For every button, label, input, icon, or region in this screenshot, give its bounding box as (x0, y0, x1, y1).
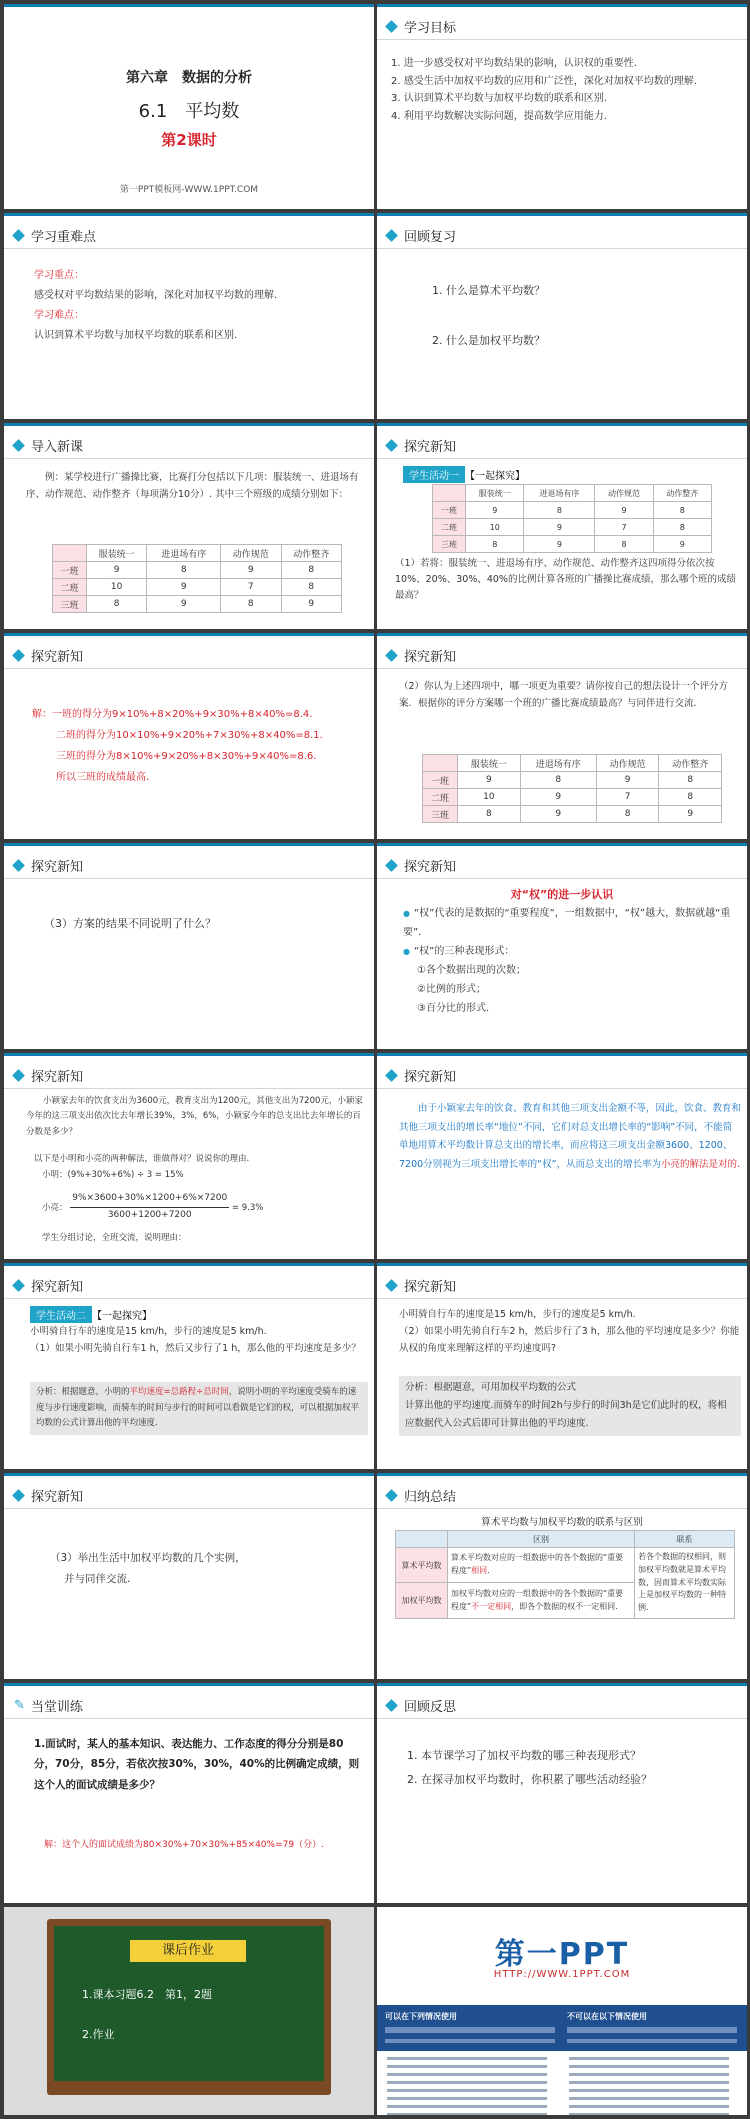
analysis-text: 分析：根据题意，小明的 (36, 1387, 130, 1397)
header-title: 导入新课 (31, 439, 84, 455)
header-title: 学习目标 (404, 20, 457, 36)
bullet-item: ● “权”的三种表现形式： (403, 942, 733, 961)
table-cell: 8 (653, 502, 711, 519)
objective-list (391, 55, 741, 125)
divider (377, 39, 747, 40)
slide-intro (4, 423, 374, 629)
divider (4, 458, 374, 459)
slide-objectives (377, 4, 747, 209)
table-header-row (433, 485, 712, 502)
reflection-list (407, 1744, 737, 1792)
analysis-highlight: 平均速度=总路程÷总时间 (129, 1387, 229, 1397)
table-cell: 三班 (433, 536, 466, 553)
divider (4, 1718, 374, 1719)
header-title: 探究新知 (404, 649, 457, 665)
explanation-body: 由于小颖家去年的饮食、教育和其他三项支出金额不等，因此，饮食、教育和其他三项支出的增长率“地位”不同，它们对总支出增长率的“影响”不同，不能简单地用算术平均数计算总支出的增长率，而应将这三项支出金额3600、1200、7200分别视为三项支出增长率的“权”，从而总支出的增长率为 (399, 1103, 742, 1170)
diamond-icon (385, 859, 398, 872)
analysis-text: 计算出他的平均速度.而骑车的时间2h与步行的时间3h是它们此时的权，将相应数据代入公式后即可计算出他的平均速度. (405, 1400, 727, 1430)
table-cell: 服装统一 (458, 755, 521, 772)
slide-header (377, 644, 456, 666)
table-cell (433, 485, 466, 502)
slide-header (377, 1484, 456, 1506)
diamond-icon (12, 229, 25, 242)
table-cell: 9 (147, 596, 221, 613)
question-text: （2）你认为上述四项中，哪一项更为重要？请你按自己的想法设计一个评分方案．根据你的评分方案哪一个班的广播比赛成绩最高？与同伴进行交流. (399, 681, 729, 710)
table-cell: 9 (596, 772, 659, 789)
link-lines (569, 2057, 729, 2060)
summary-title: 算术平均数与加权平均数的联系与区别 (481, 1517, 643, 1528)
fraction-numerator: 9%×3600+30%×1200+6%×7200 (70, 1191, 229, 1208)
activity-tag: 学生活动一 (403, 466, 465, 483)
practice-answer: 解：这个人的面试成绩为80×30%+70×30%+85×40%=79（分）. (44, 1840, 324, 1850)
activity-tag: 学生活动二 (30, 1306, 92, 1323)
score-table (432, 484, 712, 553)
table-cell: 一班 (423, 772, 458, 789)
link-list (377, 2051, 747, 2115)
activity-tag-row (403, 466, 525, 483)
divider (377, 458, 747, 459)
table-cell: 进退场有序 (147, 545, 221, 562)
question-line: （3）举出生活中加权平均数的几个实例， (50, 1552, 246, 1564)
header-title: 探究新知 (31, 859, 84, 875)
usage-line (385, 2039, 555, 2043)
chapter-title: 第六章 数据的分析 (126, 70, 252, 86)
table-cell: 9 (221, 562, 281, 579)
divider (4, 248, 374, 249)
problem-body (399, 1306, 741, 1357)
table-row (396, 1548, 735, 1583)
activity-suffix: 【一起探究】 (465, 471, 525, 482)
slide-header (4, 1694, 83, 1716)
summary-table (395, 1530, 735, 1619)
header-title: 回顾反思 (404, 1699, 457, 1715)
table-cell: 区别 (448, 1531, 635, 1548)
question-text: （3）方案的结果不同说明了什么？ (44, 917, 216, 930)
review-q2: 2. 什么是加权平均数？ (432, 334, 545, 347)
activity-suffix: 【一起探究】 (92, 1311, 152, 1322)
slide-header (4, 1484, 83, 1506)
table-cell: 9 (520, 789, 596, 806)
table-cell: 三班 (53, 596, 87, 613)
diamond-icon (12, 649, 25, 662)
table-cell: 联系 (635, 1531, 735, 1548)
usage-line (567, 2027, 737, 2033)
table-cell: 8 (281, 579, 342, 596)
usage-panel (377, 2005, 747, 2115)
table-cell: 9 (595, 502, 653, 519)
homework-title: 课后作业 (130, 1940, 246, 1962)
slide-header (377, 15, 456, 37)
slide-explore-7 (377, 1263, 747, 1469)
table-cell: 8 (595, 536, 653, 553)
diamond-icon (12, 1279, 25, 1292)
solution-line: 一班的得分为9×10%+8×20%+9×30%+8×40%=8.4. (52, 709, 313, 720)
header-title: 探究新知 (404, 439, 457, 455)
slide-header (377, 854, 456, 876)
problem-line: 小明骑自行车的速度是15 km/h，步行的速度是5 km/h. (30, 1326, 267, 1337)
divider (377, 1298, 747, 1299)
practice-question: 1.面试时，某人的基本知识、表达能力、工作态度的得分分别是80分，70分，85分，若依次按30%，30%，40%的比例确定成绩，则这个人的面试成绩是多少？ (34, 1738, 360, 1791)
diamond-icon (12, 1489, 25, 1502)
table-cell: 8 (520, 772, 596, 789)
divider (377, 668, 747, 669)
divider (4, 878, 374, 879)
score-table (52, 544, 342, 613)
list-item: 2. 感受生活中加权平均数的应用和广泛性，深化对加权平均数的理解. (391, 75, 697, 87)
slide-header (377, 1064, 456, 1086)
table-cell (53, 545, 87, 562)
discussion-text: 学生分组讨论，全班交流，说明理由： (42, 1233, 187, 1243)
keypoint-body (34, 266, 364, 346)
header-title: 当堂训练 (30, 1699, 83, 1715)
solution-line: 二班的得分为10×10%+9×20%+7×30%+8×40%=8.1. (56, 730, 323, 741)
slide-explore-4 (4, 843, 374, 1049)
header-title: 探究新知 (31, 1489, 84, 1505)
analysis-text: 分析：根据题意，可用加权平均数的公式 (405, 1382, 577, 1393)
slide-homework (4, 1907, 374, 2115)
table-cell: 9 (520, 806, 596, 823)
divider (377, 1718, 747, 1719)
table-row (53, 596, 342, 613)
divider (377, 248, 747, 249)
table-cell: 8 (466, 536, 524, 553)
list-item: 4. 利用平均数解决实际问题，提高数学应用能力. (391, 110, 607, 122)
table-cell (448, 1583, 635, 1619)
table-cell: 10 (86, 579, 146, 596)
table-cell: 9 (147, 579, 221, 596)
slide-header (4, 1064, 83, 1086)
liang-fraction (70, 1191, 229, 1224)
diamond-icon (385, 1069, 398, 1082)
solution-label: 解： (32, 709, 52, 720)
chalkboard-frame (47, 1919, 331, 2095)
table-cell: 进退场有序 (524, 485, 595, 502)
slide-header (377, 434, 456, 456)
divider (4, 1298, 374, 1299)
problem-text: 小颖家去年的饮食支出为3600元，教育支出为1200元，其他支出为7200元，小颖家今年的这三项支出依次比去年增长39%，3%，6%，小颖家今年的总支出比去年增长的百分数是多少？ (26, 1096, 363, 1137)
analysis-text: ，说明小明的平均速度受骑车的速度与步行速度影响，而骑车的时间与步行的时间可以看做是它们的权，可以根据加权平均数的公式计算出他的平均速度. (36, 1387, 360, 1429)
table-row (53, 579, 342, 596)
diamond-icon (385, 1279, 398, 1292)
table-cell: 10 (466, 519, 524, 536)
question-text (50, 1548, 246, 1590)
table-cell: 8 (659, 772, 722, 789)
intro-text: 例：某学校进行广播操比赛，比赛打分包括以下几项：服装统一、进退场有序、动作规范、动作整齐（每项满分10分）. 其中三个班级的成绩分别如下： (26, 472, 359, 500)
slide-explore-1 (377, 423, 747, 629)
table-cell: 一班 (53, 562, 87, 579)
usage-line (567, 2039, 737, 2043)
table-header-row (423, 755, 722, 772)
score-table (422, 754, 722, 823)
slide-branding (377, 1907, 747, 2115)
cell-highlight: 相同 (471, 1566, 488, 1576)
table-cell: 9 (466, 502, 524, 519)
table-cell: 8 (524, 502, 595, 519)
slide-explore-5 (4, 1053, 374, 1259)
table-cell: 二班 (423, 789, 458, 806)
diamond-icon (385, 20, 398, 33)
slide-summary (377, 1473, 747, 1679)
usage-right-title: 不可以在以下情况使用 (567, 2012, 647, 2021)
table-cell: 9 (524, 536, 595, 553)
table-cell: 动作规范 (596, 755, 659, 772)
slide-header (4, 1274, 83, 1296)
slide-explore-3 (377, 633, 747, 839)
slide-header (4, 854, 83, 876)
solution-line: 三班的得分为8×10%+9×20%+8×30%+9×40%=8.6. (56, 751, 317, 762)
table-cell: 加权平均数 (396, 1583, 448, 1619)
form-item: ①各个数据出现的次数； (417, 965, 526, 976)
table-cell (423, 755, 458, 772)
table-cell: 9 (458, 772, 521, 789)
table-row (433, 502, 712, 519)
table-cell: 8 (147, 562, 221, 579)
difficulty-text: 认识到算术平均数与加权平均数的联系和区别. (34, 330, 238, 341)
problem-line: 小明骑自行车的速度是15 km/h，步行的速度是5 km/h. (399, 1309, 636, 1320)
table-row (423, 789, 722, 806)
slide-header (377, 224, 456, 246)
table-row (423, 772, 722, 789)
table-cell: 8 (653, 519, 711, 536)
liang-label: 小亮： (42, 1202, 68, 1213)
question-text: （1）若将：服装统一、进退场有序、动作规范、动作整齐这四项得分依次按10%、20%、30%、40%的比例计算各班的广播操比赛成绩，那么哪个班的成绩最高？ (395, 558, 736, 602)
table-cell: 服装统一 (86, 545, 146, 562)
table-cell: 算术平均数 (396, 1548, 448, 1583)
lesson-label: 第2课时 (161, 131, 217, 149)
table-cell: 8 (458, 806, 521, 823)
table-cell: 7 (595, 519, 653, 536)
ming-solution (42, 1168, 184, 1183)
divider (4, 668, 374, 669)
chalkboard (54, 1926, 324, 2081)
slide-header (377, 1694, 456, 1716)
cell-text: ，即各个数据的权不一定相同. (511, 1601, 618, 1611)
table-cell: 若各个数据的权相同，则加权平均数就是算术平均数，因而算术平均数实际上是加权平均数的一种特例. (635, 1548, 735, 1619)
ming-formula: (9%+30%+6%) ÷ 3 = 15% (67, 1170, 184, 1180)
slide-explore-8 (4, 1473, 374, 1679)
diamond-icon (385, 439, 398, 452)
explanation-conclusion: 小亮的解法是对的. (661, 1158, 741, 1170)
slide-header (4, 224, 96, 246)
table-cell: 一班 (433, 502, 466, 519)
problem-body (30, 1324, 368, 1357)
slide-keypoints (4, 213, 374, 419)
table-cell: 动作整齐 (653, 485, 711, 502)
list-item: 2. 在探寻加权平均数时，你积累了哪些活动经验？ (407, 1773, 652, 1787)
table-cell: 9 (659, 806, 722, 823)
slide-title (4, 4, 374, 209)
form-item: ③百分比的形式. (417, 1003, 490, 1014)
divider (377, 1088, 747, 1089)
header-title: 探究新知 (31, 649, 84, 665)
fraction-denominator: 3600+1200+7200 (107, 1209, 192, 1220)
difficulty-label: 学习难点： (34, 310, 84, 321)
solution-block (32, 704, 372, 788)
key-text: 感受权对平均数结果的影响，深化对加权平均数的理解. (34, 290, 278, 301)
table-cell: 三班 (423, 806, 458, 823)
cell-highlight: 不一定相同 (471, 1601, 512, 1611)
header-title: 探究新知 (404, 1279, 457, 1295)
table-cell: 7 (596, 789, 659, 806)
list-item: 1. 本节课学习了加权平均数的哪三种表现形式？ (407, 1749, 641, 1762)
table-cell: 进退场有序 (520, 755, 596, 772)
bullet-item: ● “权”代表的是数据的“重要程度”，一组数据中，“权”越大，数据就越“重要”. (403, 904, 733, 942)
header-title: 探究新知 (404, 859, 457, 875)
diamond-icon (12, 439, 25, 452)
key-label: 学习重点： (34, 270, 84, 281)
question-line: 并与同伴交流. (64, 1573, 131, 1585)
footer-text: 第一PPT模板网-WWW.1PPT.COM (119, 185, 259, 195)
usage-line (385, 2027, 555, 2033)
header-title: 回顾复习 (404, 229, 457, 245)
solution-line: 所以三班的成绩最高. (56, 772, 150, 783)
pencil-icon: ✎ (14, 1697, 25, 1713)
list-item: 1. 进一步感受权对平均数结果的影响，认识权的重要性. (391, 58, 637, 69)
ming-label: 小明： (42, 1170, 68, 1180)
slide-reflection (377, 1683, 747, 1903)
diamond-icon (385, 1489, 398, 1502)
table-cell: 动作整齐 (659, 755, 722, 772)
section-title: 6.1 平均数 (138, 101, 240, 122)
header-title: 探究新知 (31, 1069, 84, 1085)
slide-weight-concept (377, 843, 747, 1049)
table-cell: 8 (596, 806, 659, 823)
table-cell (396, 1531, 448, 1548)
homework-item: 1.课本习题6.2 第1，2题 (82, 1988, 212, 2001)
diamond-icon (385, 1699, 398, 1712)
form-item: ②比例的形式； (417, 984, 486, 995)
table-cell: 7 (221, 579, 281, 596)
slide-practice (4, 1683, 374, 1903)
table-row (433, 519, 712, 536)
table-row (433, 536, 712, 553)
diamond-icon (385, 229, 398, 242)
table-cell: 10 (458, 789, 521, 806)
header-title: 探究新知 (404, 1069, 457, 1085)
table-cell: 8 (86, 596, 146, 613)
table-cell: 9 (281, 596, 342, 613)
analysis-box (399, 1376, 741, 1436)
diamond-icon (12, 1069, 25, 1082)
table-cell: 8 (659, 789, 722, 806)
problem-line: （2）如果小明先骑自行车2 h，然后步行了3 h，那么他的平均速度是多少？你能从权的角度来理解这样的平均速度吗? (399, 1326, 740, 1355)
divider (4, 1088, 374, 1089)
diamond-icon (385, 649, 398, 662)
explanation-text (399, 1100, 741, 1174)
divider (4, 1508, 374, 1509)
brand-logo: 第一PPT (494, 1937, 630, 1972)
analysis-box (30, 1382, 368, 1435)
concept-body (403, 904, 733, 1018)
table-cell: 9 (524, 519, 595, 536)
brand-url: HTTP://WWW.1PPT.COM (493, 1969, 631, 1980)
table-row (53, 562, 342, 579)
slide-explore-6 (377, 1053, 747, 1259)
usage-left-title: 可以在下列情况使用 (385, 2012, 457, 2021)
table-cell: 二班 (53, 579, 87, 596)
table-header-row (53, 545, 342, 562)
list-item: 3. 认识到算术平均数与加权平均数的联系和区别. (391, 93, 607, 104)
cell-text: 加权平均数对应的一组数据中的各个数据的“重要程度” (451, 1588, 624, 1611)
slide-explore-2 (4, 633, 374, 839)
review-q1: 1. 什么是算术平均数？ (432, 284, 545, 297)
cell-text: 算术平均数对应的一组数据中的各个数据的“重要程度” (451, 1553, 624, 1576)
slide-review (377, 213, 747, 419)
concept-title: 对“权”的进一步认识 (510, 888, 614, 901)
header-title: 探究新知 (31, 1279, 84, 1295)
table-cell: 9 (86, 562, 146, 579)
table-row (423, 806, 722, 823)
slide-activity-2 (4, 1263, 374, 1469)
divider (377, 878, 747, 879)
problem-prompt: 以下是小明和小亮的两种解法，谁做得对？说说你的理由. (34, 1154, 250, 1164)
table-cell: 二班 (433, 519, 466, 536)
divider (377, 1508, 747, 1509)
table-cell: 9 (653, 536, 711, 553)
slide-header (4, 434, 83, 456)
activity-tag-row (30, 1306, 152, 1323)
header-title: 学习重难点 (31, 229, 97, 245)
problem-line: （1）如果小明先骑自行车1 h，然后又步行了1 h，那么他的平均速度是多少？ (30, 1342, 361, 1354)
diamond-icon (12, 859, 25, 872)
slide-header (377, 1274, 456, 1296)
table-cell: 算术平均数对应的一组数据中的各个数据的“重要程度”相同. (448, 1548, 635, 1583)
table-header-row (396, 1531, 735, 1548)
homework-item: 2.作业 (82, 2028, 115, 2041)
link-lines (387, 2057, 547, 2060)
liang-solution (42, 1191, 263, 1224)
header-title: 归纳总结 (404, 1489, 457, 1505)
table-cell: 8 (281, 562, 342, 579)
table-cell: 8 (221, 596, 281, 613)
table-cell: 动作整齐 (281, 545, 342, 562)
table-cell: 动作规范 (221, 545, 281, 562)
table-cell: 服装统一 (466, 485, 524, 502)
table-cell: 动作规范 (595, 485, 653, 502)
slide-header (4, 644, 83, 666)
liang-result: = 9.3% (231, 1202, 264, 1213)
